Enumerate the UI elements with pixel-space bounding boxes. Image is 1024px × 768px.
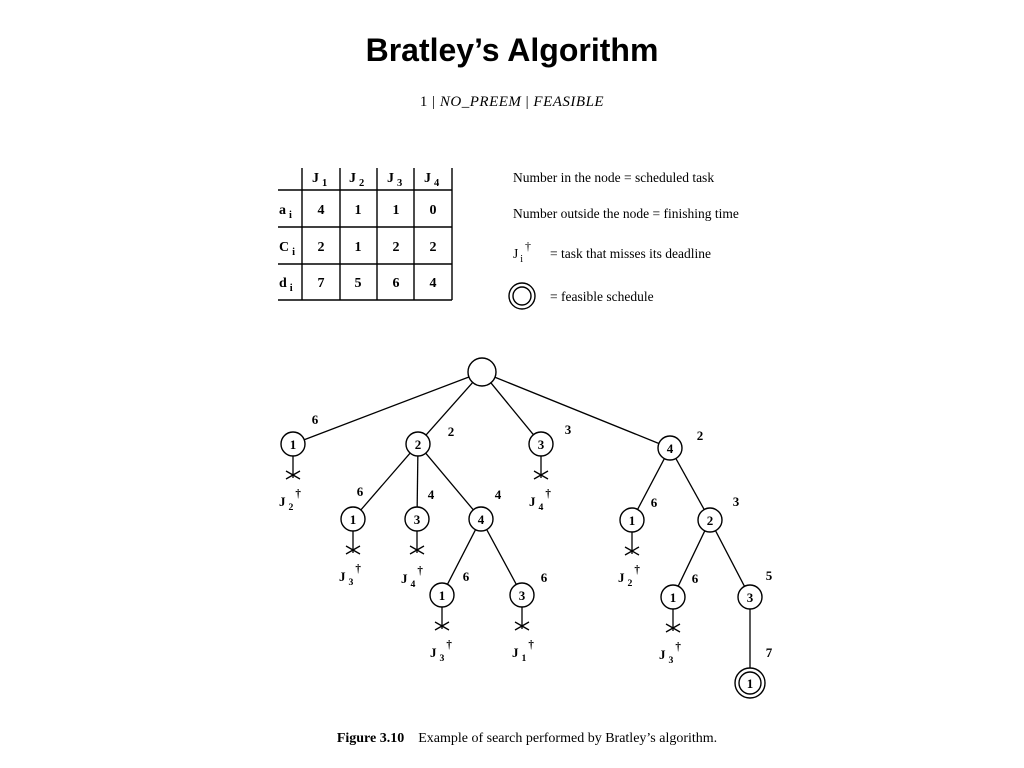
- tree-node: [510, 570, 548, 664]
- node-task-label: 3: [746, 590, 754, 605]
- node-task-label: 1: [349, 512, 357, 527]
- tree-edge: [361, 453, 410, 510]
- node-finishing-time: 4: [427, 487, 435, 502]
- figure-label: Figure 3.10: [336, 731, 405, 746]
- node-finishing-time: 6: [540, 570, 548, 585]
- tree-node: [618, 495, 658, 589]
- node-finishing-time: 2: [447, 424, 455, 439]
- deadline-miss-label: J $_3$†: [659, 641, 681, 666]
- table-cell: 2: [429, 240, 437, 255]
- table-cell: 4: [429, 276, 437, 291]
- task-parameter-table: [278, 168, 452, 300]
- node-finishing-time: 6: [691, 571, 699, 586]
- tree-node: [279, 412, 319, 513]
- node-task-label: 3: [413, 512, 421, 527]
- legend-feasible-text: = feasible schedule: [550, 289, 654, 304]
- tree-node: [469, 487, 502, 531]
- deadline-miss-label: J $_3$†: [339, 563, 361, 588]
- table-row-header-d: d $_i$: [279, 276, 293, 294]
- legend-miss-text: = task that misses its deadline: [550, 246, 711, 261]
- node-task-label: 4: [666, 441, 674, 456]
- node-task-label: 1: [628, 513, 636, 528]
- tree-edge: [716, 531, 745, 587]
- table-cell: 0: [429, 203, 437, 218]
- tree-edge: [447, 530, 475, 585]
- node-finishing-time: 6: [462, 569, 470, 584]
- node-finishing-time: 2: [696, 428, 704, 443]
- notation-separator: |: [521, 94, 534, 110]
- legend: [509, 170, 739, 309]
- deadline-miss-label: J $_2$†: [279, 488, 301, 513]
- table-cell: 2: [392, 240, 400, 255]
- table-cell: 4: [317, 203, 325, 218]
- deadline-miss-label: J $_4$†: [529, 488, 551, 513]
- table-row-header-C: C $_i$: [279, 240, 296, 258]
- deadline-miss-label: J $_4$†: [401, 565, 423, 590]
- deadline-miss-label: J $_1$†: [512, 639, 534, 664]
- table-cell: 5: [354, 276, 362, 291]
- tree-edge: [495, 377, 659, 443]
- feasible-double-circle-inner-icon: [513, 287, 531, 305]
- node-finishing-time: 7: [765, 645, 773, 660]
- figure-caption: [0, 731, 1024, 747]
- notation-no-preem: NO_PREEM: [439, 94, 522, 110]
- slide-title: Bratley’s Algorithm: [365, 32, 659, 68]
- node-finishing-time: 6: [650, 495, 658, 510]
- node-finishing-time: 5: [765, 568, 773, 583]
- figure-caption-text: Example of search performed by Bratley’s algorithm.: [418, 731, 718, 746]
- tree-node: [738, 568, 773, 609]
- tree-node: [529, 422, 572, 513]
- tree-node: [430, 569, 470, 664]
- tree-node: [698, 494, 740, 532]
- node-finishing-time: 6: [311, 412, 319, 427]
- node-task-label: 2: [706, 513, 714, 528]
- table-cell: 6: [392, 276, 400, 291]
- tree-node: [406, 424, 454, 456]
- legend-miss-symbol: J $_i$†: [513, 239, 532, 265]
- table-col-header-1: J $_1$: [312, 171, 328, 189]
- legend-node-text: Number in the node = scheduled task: [513, 170, 715, 185]
- table-col-header-2: J $_2$: [349, 171, 365, 189]
- tree-edge: [676, 458, 704, 509]
- table-row-header-a: a $_i$: [279, 203, 292, 221]
- node-finishing-time: 3: [732, 494, 740, 509]
- deadline-miss-label: J $_3$†: [430, 639, 452, 664]
- table-col-header-3: J $_3$: [387, 171, 403, 189]
- tree-node: [658, 428, 703, 460]
- node-finishing-time: 3: [564, 422, 572, 437]
- tree-node: [401, 487, 435, 590]
- tree-edge: [487, 530, 517, 585]
- tree-root-node: [468, 358, 496, 386]
- table-cell: 1: [354, 240, 362, 255]
- tree-node: [339, 484, 365, 588]
- node-task-label: 2: [414, 437, 422, 452]
- node-task-label: 1: [438, 588, 446, 603]
- table-cell: 2: [317, 240, 325, 255]
- node-task-label: 3: [537, 437, 545, 452]
- deadline-miss-label: J $_2$†: [618, 564, 640, 589]
- table-cell: 1: [392, 203, 400, 218]
- tree-edge: [304, 377, 469, 440]
- tree-node: [735, 645, 773, 698]
- notation-feasible: FEASIBLE: [533, 94, 605, 110]
- node-task-label: 1: [746, 676, 754, 691]
- node-task-label: 1: [669, 590, 677, 605]
- legend-outside-text: Number outside the node = finishing time: [513, 206, 739, 221]
- notation-prefix: 1 |: [419, 94, 440, 110]
- node-task-label: 1: [289, 437, 297, 452]
- tree-edge: [417, 456, 418, 507]
- table-cell: 7: [317, 276, 325, 291]
- node-task-label: 4: [477, 512, 485, 527]
- node-finishing-time: 4: [494, 487, 502, 502]
- node-finishing-time: 6: [356, 484, 364, 499]
- table-cell: 1: [354, 203, 362, 218]
- node-task-label: 3: [518, 588, 526, 603]
- table-col-header-4: J $_4$: [424, 171, 440, 189]
